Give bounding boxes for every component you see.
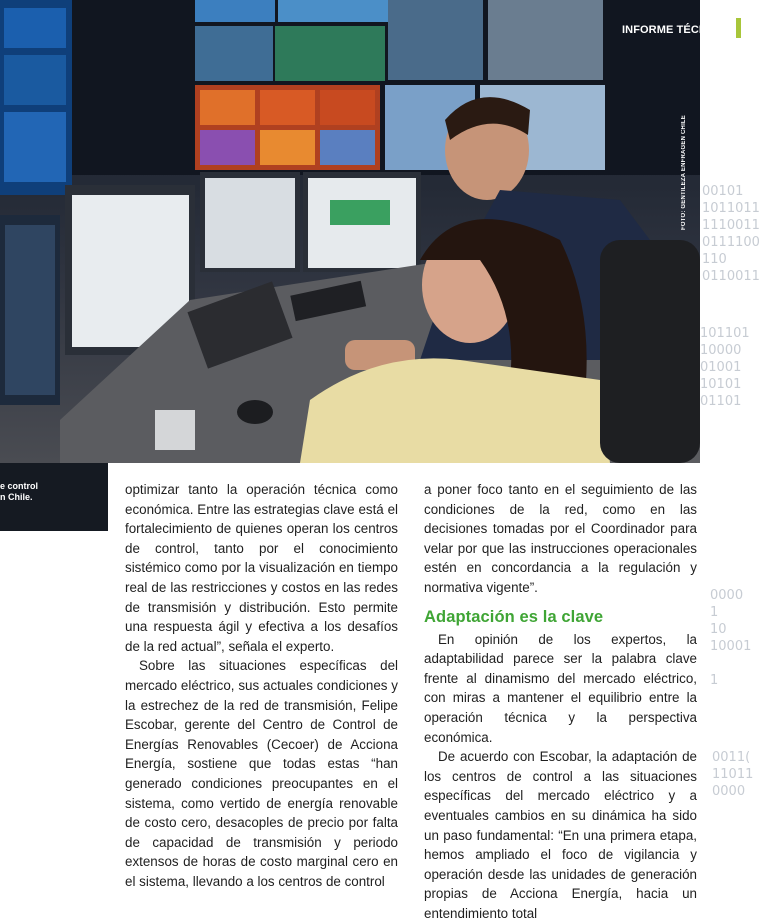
section-accent-bar [736,18,741,38]
control-room-illustration [0,0,700,463]
photo-caption: e control n Chile. [0,481,39,502]
article-paragraph: a poner foco tanto en el seguimiento de las condiciones de la red, como en las decisiones tomadas por el Coordinador para velar por que las instrucciones operacionales estén en concordancia a la regulación y normativa vigente”. [424,482,697,595]
binary-decoration: 00101 1011011 1110011 0111100 110 0110011 [702,184,760,284]
article-paragraph: En opinión de los expertos, la adaptabilidad parece ser la palabra clave frente al dinamismo del mercado eléctrico, con miras a mantener el equilibrio entre la operación técnica y la perspectiva económica. [424,631,697,745]
article-column-1 [125,480,398,891]
binary-decoration: 101101 10000 01001 10101 01101 [700,326,750,409]
section-heading: Adaptación es la clave [424,607,604,626]
article-column-2 [424,480,697,923]
article-paragraph: optimizar tanto la operación técnica como económica. Entre las estrategias clave está el fortalecimiento de quienes operan los centros de control, tanto por el conocimiento sistémico como por la visualización en tiempo real de las restricciones y costos en las redes de transmisión y distribución. Esto permite una respuesta ágil y efectiva a los desafíos de la red actual”, señala el experto. [125,482,398,654]
binary-decoration: 0011( 11011 0000 [712,750,754,799]
section-label: INFORME TÉCNICO [622,24,727,36]
article-paragraph: De acuerdo con Escobar, la adaptación de los centros de control a las situaciones específicas del mercado eléctrico y a eventuales cambios en su dinámica ha sido un paso fundamental: “En una primera etapa, hemos ampliado el foco de vigilancia y operación desde las unidades de generación propias de Acciona Energía, hacia un entendimiento total [424,749,697,921]
article-paragraph: Sobre las situaciones específicas del mercado eléctrico, sus actuales condiciones y la estrechez de la red de transmisión, Felipe Escobar, gerente del Centro de Control de Energías Renovables (Cecoer) de Acciona Energía, sostiene que todas estas “han generado condiciones preocupantes en el sistema, como vertido de energía renovable de costo cero, desacoples de precio por falta de capacidad de transmisión y periodo extensos de horas de costo marginal cero en el sistema, llevando a los centros de control [125,658,398,889]
photo-credit: FOTO: GENTILEZA ENFRAGEN CHILE [681,115,687,230]
binary-decoration: 0000 1 10 10001 1 [710,588,752,688]
article-photo [0,0,700,463]
